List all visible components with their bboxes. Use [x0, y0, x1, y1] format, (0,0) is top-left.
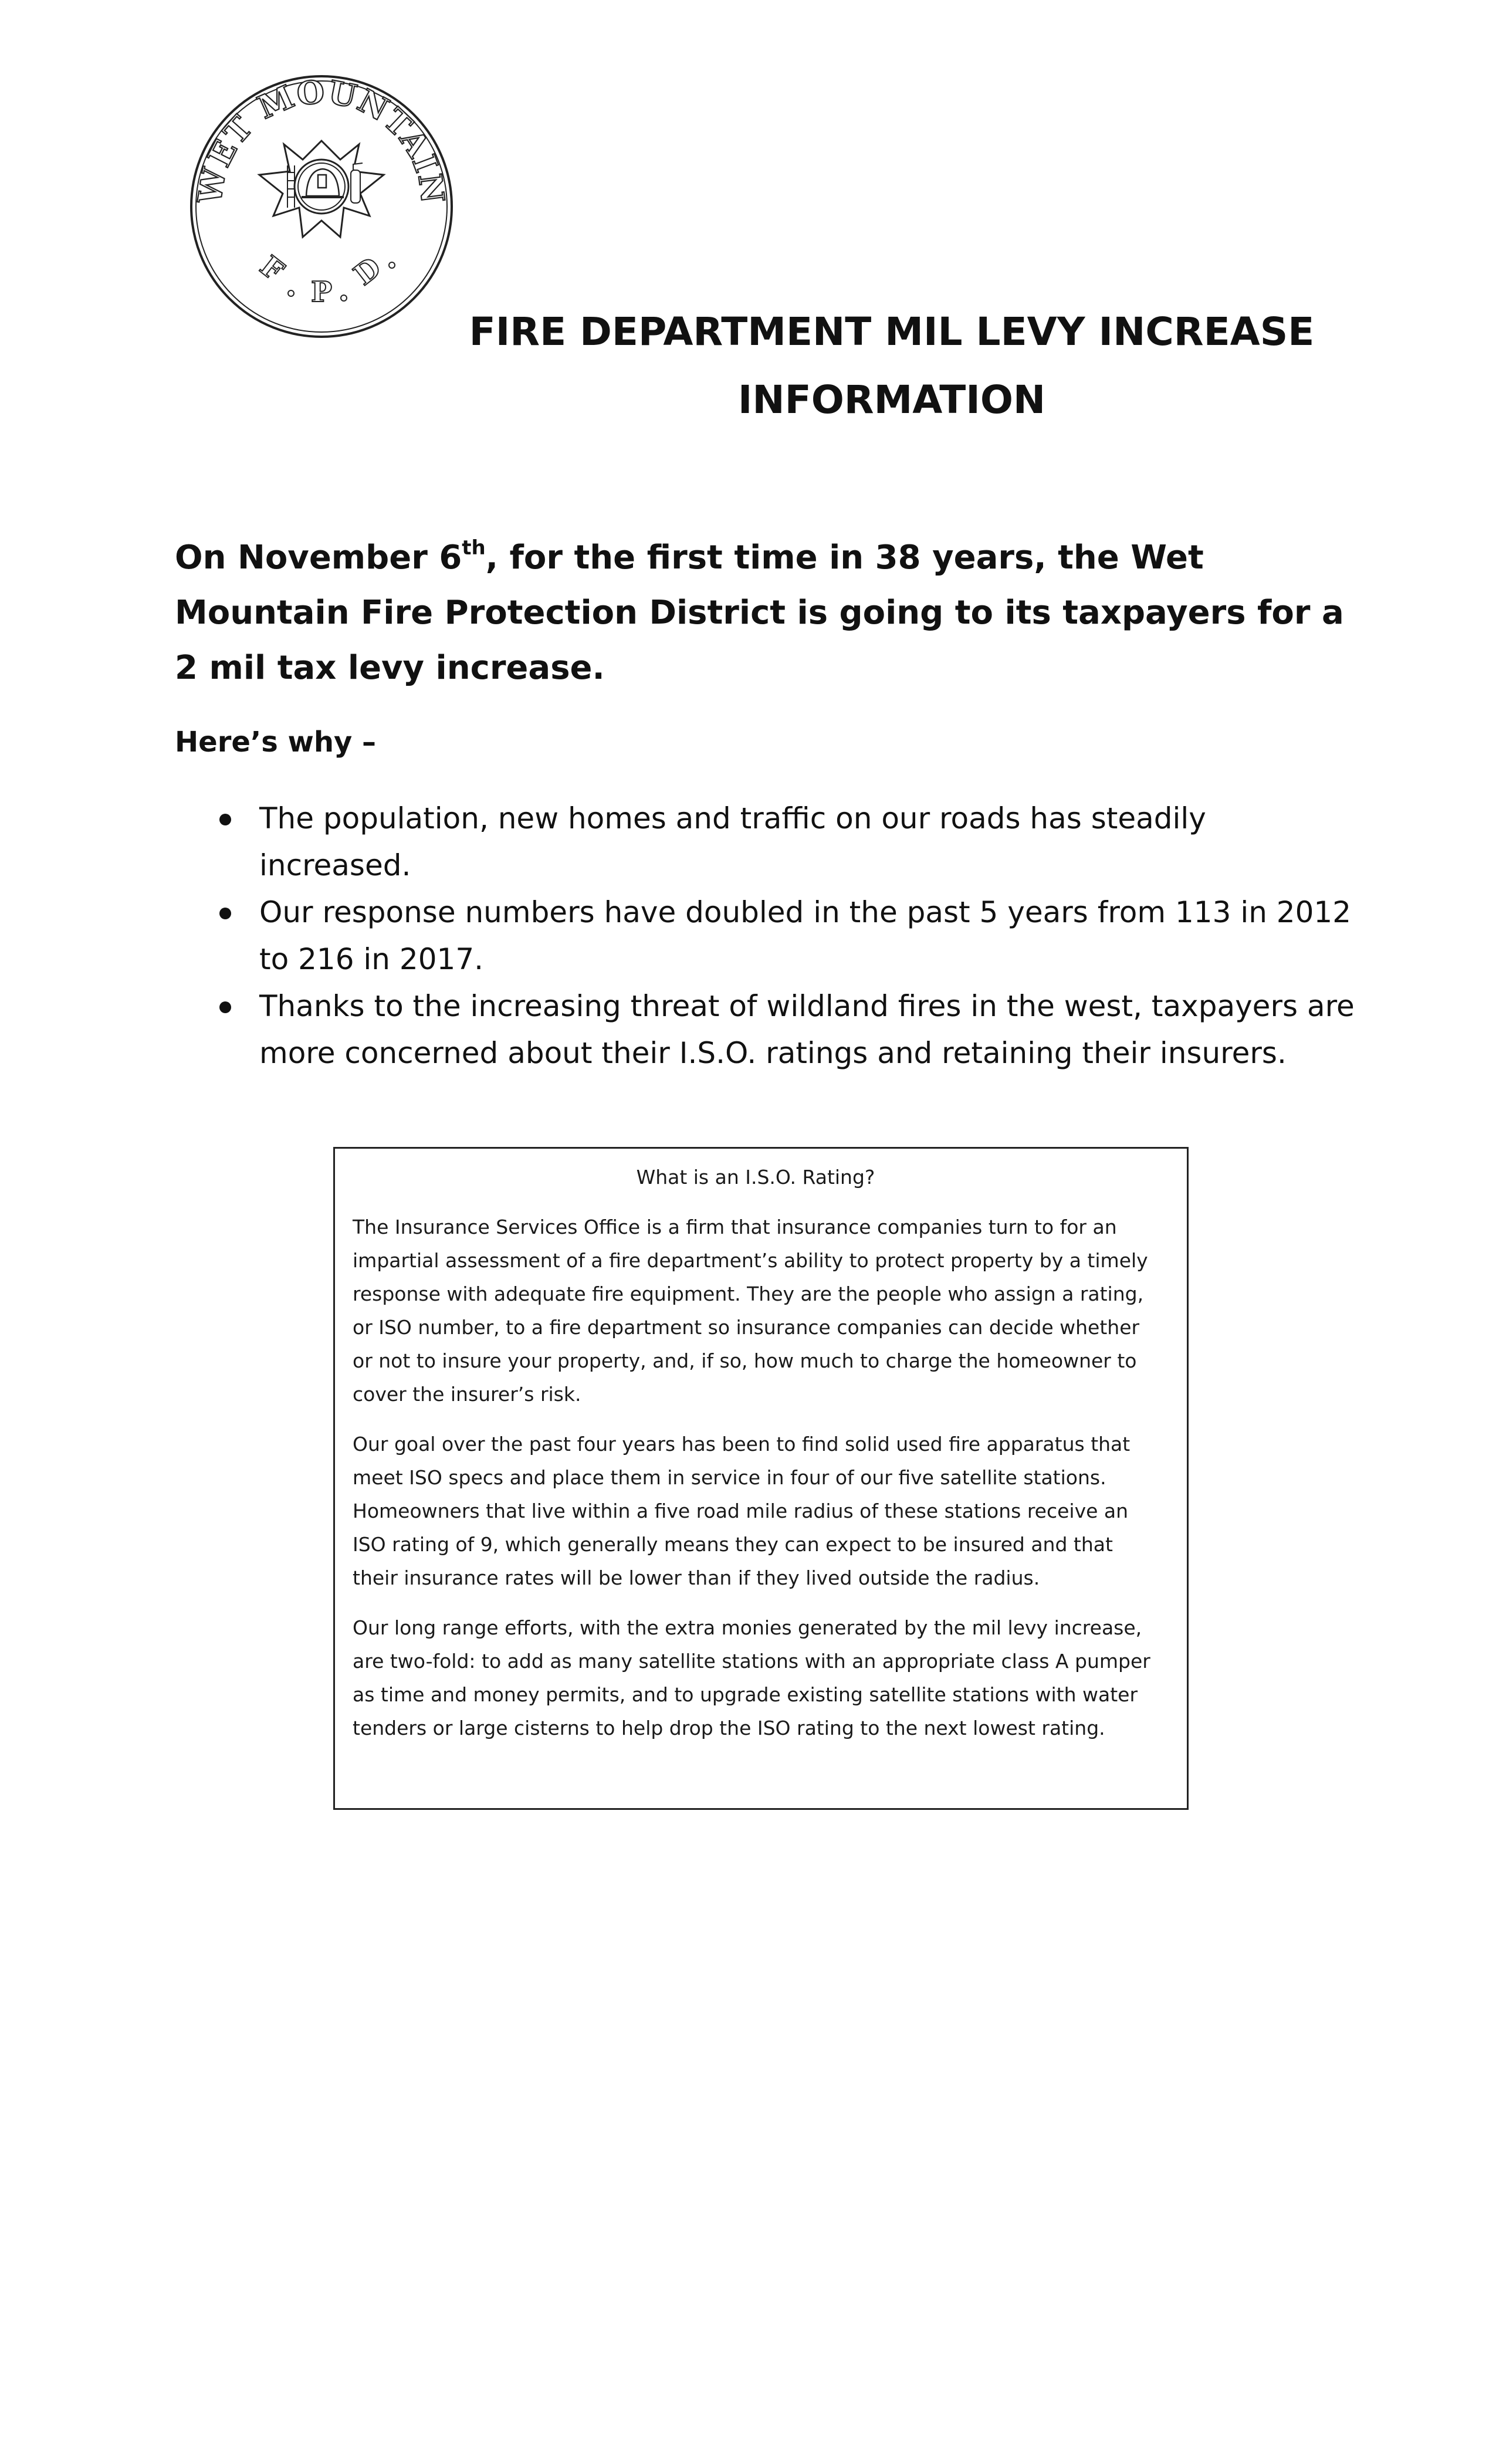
intro-text-rest: , for the first time in 38 years, the Wet Mountain Fire Protection District is going to its taxpayers for a 2 mil tax levy increase. — [175, 539, 1344, 687]
title-line-1: FIRE DEPARTMENT MIL LEVY INCREASE — [469, 309, 1315, 354]
seal-dot — [341, 295, 347, 301]
list-item — [211, 889, 1361, 983]
reason-text: Thanks to the increasing threat of wildland fires in the west, taxpayers are more concerned about their I.S.O. ratings and retaining their insurers. — [259, 989, 1355, 1070]
title-line-2: INFORMATION — [737, 377, 1046, 422]
bullet-icon — [219, 908, 231, 919]
intro-paragraph — [175, 530, 1360, 696]
seal-dot — [389, 262, 395, 268]
seal-letter-d: D — [347, 251, 388, 292]
page-title — [411, 298, 1373, 434]
reasons-list — [211, 795, 1361, 1077]
bullet-icon — [219, 1001, 231, 1013]
intro-text-start: On November 6 — [175, 539, 462, 577]
list-item — [211, 795, 1361, 889]
iso-box-paragraph: The Insurance Services Office is a firm that insurance companies turn to for an impartial assessment of a fire department’s ability to protect property by a timely response with adequate fire equipment. They are the people who assign a rating, or ISO number, to a fire department so insurance companies can decide whether or not to insure your property, and, if so, how much to charge the homeowner to cover the insurer’s risk. — [353, 1216, 1148, 1406]
seal-letter-f: F — [253, 249, 290, 288]
reason-text: The population, new homes and traffic on our roads has steadily increased. — [259, 801, 1206, 882]
bullet-icon — [219, 814, 231, 825]
seal-top-text: WET MOUNTAIN — [190, 72, 452, 207]
iso-box-paragraph: Our long range efforts, with the extra monies generated by the mil levy increase, are two-fold: to add as many satellite stations with an appropriate class A pumper as time and money permits, and to upgrade existing satellite stations with water tenders or large cisterns to help drop the ISO rating to the next lowest rating. — [353, 1616, 1150, 1739]
iso-box-heading: What is an I.S.O. Rating? — [636, 1166, 875, 1189]
seal-letter-p: P — [311, 276, 333, 309]
reason-text: Our response numbers have doubled in the past 5 years from 113 in 2012 to 216 in 2017. — [259, 895, 1352, 976]
iso-rating-info-box — [333, 1147, 1189, 1810]
list-item — [211, 983, 1361, 1077]
intro-ordinal-suffix: th — [462, 536, 486, 560]
iso-box-paragraph: Our goal over the past four years has been to find solid used fire apparatus that meet ISO specs and place them in service in four of our five satellite stations. Homeowners that live within a five road mile radius of these stations receive an ISO rating of 9, which generally means they can expect to be insured and that their insurance rates will be lower than if they lived outside the radius. — [353, 1433, 1131, 1589]
seal-dot — [288, 290, 294, 296]
fire-extinguisher-icon — [351, 163, 363, 203]
reasons-heading: Here’s why – — [175, 726, 376, 759]
